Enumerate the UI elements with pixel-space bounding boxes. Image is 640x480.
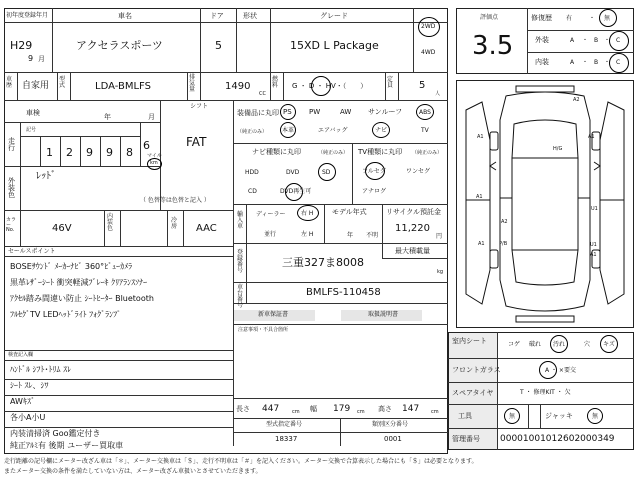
width-cm: cm <box>357 409 365 415</box>
chassis-number: BMLFS-110458 <box>306 287 381 298</box>
capacity-label: 定員 <box>387 76 394 89</box>
color-no-value: 46V <box>52 223 72 234</box>
vehicle-class-label: 車歴 <box>6 76 13 89</box>
import-right-hand: 右 H <box>301 210 314 217</box>
score-value: 3.5 <box>472 31 514 61</box>
fuel-selected-circle <box>311 76 331 96</box>
inspector-line-4: 各小A小U <box>10 413 46 422</box>
car-name-label: 車名 <box>118 12 132 20</box>
sales-point-line-4: ﾌﾙｾｸﾞTV LEDﾍｯﾄﾞﾗｲﾄ ﾌｫｸﾞﾗﾝﾌﾟ <box>10 310 122 319</box>
reg-month-unit: 月 <box>38 55 45 63</box>
displacement-value: 1490 <box>225 81 251 92</box>
reg-plate: 三重327ま8008 <box>282 256 364 269</box>
category-label: 類別区分番号 <box>372 421 409 428</box>
recycle-label: リサイクル預託金 <box>386 208 442 216</box>
mileage-digit-1: 1 <box>46 146 53 159</box>
tv-oneseg: ワンセグ <box>406 168 431 175</box>
shift-label: シフト <box>190 103 209 110</box>
seat-hole: 穴 <box>584 341 591 348</box>
nav-cd: CD <box>248 188 257 195</box>
import-dealer: ディーラー <box>256 211 286 218</box>
import-label: 輸入車 <box>237 211 244 230</box>
equip-airbag: エアバッグ <box>318 127 348 134</box>
inspector-line-2: ｼｰﾄ ｽﾚ、ｼﾜ <box>10 381 49 390</box>
seat-stain: 汚れ <box>553 341 566 348</box>
equip-sunroof: サンルーフ <box>368 108 403 116</box>
mileage-digit-3: 9 <box>86 146 93 159</box>
tv-type-title: TV種類に丸印 <box>358 148 403 156</box>
damage-mark-4: H/G <box>553 146 563 152</box>
management-label: 管理番号 <box>452 435 480 443</box>
seat-burn: コゲ <box>508 341 521 348</box>
model-year-label: モデル年式 <box>332 208 367 216</box>
equip-tv: TV <box>421 127 429 134</box>
jack-label: ジャッキ <box>545 412 573 420</box>
inspection-year-unit: 年 <box>104 113 111 121</box>
new-car-warranty: 新車保証書 <box>258 311 289 318</box>
chassis-label: 車台番号 <box>237 284 244 309</box>
model-year-unit: 年 <box>347 232 354 239</box>
interior-seat-label: 室内シート <box>452 337 487 345</box>
equip-ps: PS <box>283 108 292 116</box>
int-grade-b: B <box>594 59 599 66</box>
reg-month: 9 <box>28 54 34 63</box>
exterior-color-label: 外装色 <box>8 177 15 199</box>
tv-type-sub: （純正のみ） <box>412 150 443 156</box>
vehicle-use: 自家用 <box>22 81 50 91</box>
sales-point-line-1: BOSEｻｳﾝﾄﾞ ﾒｰｶｰﾅﾋﾞ 360°ﾋﾞｭｰｶﾒﾗ <box>10 262 133 271</box>
equip-pw: PW <box>309 108 321 116</box>
width-value: 179 <box>333 404 351 414</box>
seat-tear: 破れ <box>529 341 542 348</box>
length-value: 447 <box>262 404 280 414</box>
score-label: 評価点 <box>480 14 499 21</box>
reg-number-label: 登録番号 <box>237 249 244 274</box>
door-count: 5 <box>215 39 222 52</box>
nav-type-sub: （純正のみ） <box>318 150 349 156</box>
damage-mark-6: U1 <box>591 206 598 212</box>
height-cm: cm <box>431 409 439 415</box>
ac-label: 冷房 <box>171 217 178 230</box>
jack-value: 無 <box>592 413 599 420</box>
mileage-digit-5: 8 <box>126 146 133 159</box>
sales-point-line-2: 黒革ﾚｻﾞｰｼｰﾄ 衝突軽減ﾌﾞﾚｰｷ ｸﾘｱﾗﾝｽｿﾅｰ <box>10 278 148 287</box>
tools-value: 無 <box>509 413 516 420</box>
drive-2wd: 2WD <box>421 23 436 30</box>
inspector-line-1: ﾊﾝﾄﾞﾙ ｼﾌﾄ･ﾄﾘﾑ ｽﾚ <box>10 365 72 374</box>
footer-note-2: またメーター交換の条件を満たしていない方は、メーター改ざん車扱いとさせていただきます。 <box>4 468 262 475</box>
length-label: 長さ <box>236 405 250 413</box>
car-name: アクセラスポーツ <box>76 39 163 52</box>
cc-unit: CC <box>259 91 266 97</box>
seat-scratch: キズ <box>603 341 615 348</box>
model-year-unknown: 不明 <box>366 232 379 239</box>
length-cm: cm <box>292 409 300 415</box>
nav-hdd: HDD <box>245 169 259 176</box>
sales-point-line-3: ｱｸｾﾙ踏み間違い防止 ｼｰﾄﾋｰﾀｰ Bluetooth <box>10 294 154 303</box>
mileage-digit-2: 2 <box>66 146 73 159</box>
inspector-line-5: 内装清掃済 Goo鑑定付き <box>10 429 101 438</box>
car-damage-diagram <box>456 80 634 328</box>
model-code: LDA-BMLFS <box>95 81 151 92</box>
front-glass-options: A ・ ×要交 <box>545 367 576 374</box>
ext-grade-sep2: ・ <box>604 37 611 44</box>
inspector-label: 検査記入欄 <box>8 352 34 358</box>
ext-grade-sep1: ・ <box>582 37 589 44</box>
equip-navi: ナビ <box>375 127 388 134</box>
fuel-label: 燃料 <box>272 76 279 89</box>
equipment-subtitle: （純正のみ） <box>237 129 268 135</box>
int-grade-c: C <box>616 59 621 66</box>
door-label: ドア <box>210 12 224 20</box>
nav-sd: SD <box>322 169 331 176</box>
inspector-line-6: 純正ｱﾙﾐ有 後期 ユーザー買取車 <box>10 441 124 450</box>
grade-label: グレード <box>320 12 348 20</box>
damage-mark-2: A1 <box>477 134 484 140</box>
exterior-grade-label: 外装 <box>535 36 549 44</box>
equip-aw: AW <box>340 108 352 116</box>
damage-mark-3: A1 <box>588 134 595 140</box>
first-reg-label: 初年度登録年月 <box>6 12 49 19</box>
int-grade-sep2: ・ <box>604 59 611 66</box>
nav-dvd-play: DVD再生可 <box>280 188 312 195</box>
model-label: 型式 <box>59 76 66 89</box>
ext-grade-c: C <box>616 37 621 44</box>
nav-dvd: DVD <box>286 169 300 176</box>
spare-tire-options: T ・ 修理KIT ・ 欠 <box>520 389 571 396</box>
damage-mark-1: A2 <box>573 97 580 103</box>
tools-label: 工具 <box>458 412 472 420</box>
inspection-label: 車検 <box>26 109 40 117</box>
mileage-digit-6: 6 <box>143 139 150 152</box>
sales-point-label: セールスポイント <box>8 248 56 255</box>
max-load-label: 最大積載量 <box>395 247 430 255</box>
mileage-digit-4: 9 <box>106 146 113 159</box>
tv-fullseg: フルセグ <box>362 168 386 175</box>
grade-value: 15XD L Package <box>290 39 379 52</box>
type-designation-label: 型式指定番号 <box>266 421 303 428</box>
tv-analog: アナログ <box>362 188 387 195</box>
exterior-color-value: ﾚｯﾄﾞ <box>36 171 56 182</box>
height-label: 高さ <box>378 405 392 413</box>
front-glass-label: フロントガラス <box>452 366 501 374</box>
damage-mark-9: A1 <box>478 241 485 247</box>
reg-year: H29 <box>10 39 33 52</box>
category-value: 0001 <box>384 435 402 443</box>
repair-none: 無 <box>604 15 611 22</box>
repair-yes: 有 <box>566 15 573 22</box>
mile-label: マイル <box>147 153 162 159</box>
repair-history-label: 修復歴 <box>531 14 552 22</box>
width-label: 幅 <box>310 405 317 413</box>
import-left-hand: 左 H <box>301 231 314 238</box>
equip-leather: 本革 <box>282 127 295 134</box>
ac-value: AAC <box>196 223 217 234</box>
record-label: 記号 <box>26 127 37 133</box>
travel-label: 走行 <box>8 137 15 152</box>
int-grade-sep1: ・ <box>582 59 589 66</box>
ext-grade-b: B <box>594 37 599 44</box>
repair-sep: ・ <box>589 15 596 22</box>
damage-mark-10: U1 <box>590 242 597 248</box>
damage-mark-5: A1 <box>476 194 483 200</box>
inspector-line-3: AWｷｽﾞ <box>10 397 35 406</box>
interior-color-label: 内装色 <box>107 213 114 232</box>
import-parallel: 並行 <box>264 231 277 238</box>
max-load-kg: kg <box>437 269 444 275</box>
interior-grade-label: 内装 <box>535 58 549 66</box>
damage-mark-8: P/B <box>499 241 508 247</box>
int-grade-a: A <box>570 59 575 66</box>
nav-type-title: ナビ種類に丸印 <box>252 148 301 156</box>
color-change-note: （ 色替等は色替と記入 ） <box>140 197 210 204</box>
footer-note-1: 走行距離の記号欄にメーター改ざん車は「＊」、メーター交換車は「＄」、走行不明車は「＃」を記入ください。メーター交換で合算表示した場合にも「＄」は必要となります。 <box>4 458 478 465</box>
drive-4wd: 4WD <box>421 49 436 56</box>
fuel-options: G ・ D ・ HV・（ ） <box>292 82 368 90</box>
capacity-value: 5 <box>419 80 426 91</box>
recycle-yen: 円 <box>436 233 443 240</box>
inspection-month-unit: 月 <box>148 113 155 121</box>
owner-manual: 取扱説明書 <box>368 311 399 318</box>
shape-label: 形状 <box>243 12 257 20</box>
km-label: km <box>150 160 158 166</box>
shift-value: FAT <box>186 135 207 149</box>
spare-tire-label: スペアタイヤ <box>452 389 494 397</box>
recycle-value: 11,220 <box>395 223 430 234</box>
type-designation-value: 18337 <box>275 435 298 443</box>
ext-grade-a: A <box>570 37 575 44</box>
displacement-label: 排気量 <box>189 74 196 93</box>
equip-abs: ABS <box>419 109 431 116</box>
notes-label: 注意事項・不具合箇所 <box>238 327 289 333</box>
damage-mark-7: A2 <box>501 219 508 225</box>
capacity-unit: 人 <box>435 91 441 97</box>
height-value: 147 <box>402 404 420 414</box>
equipment-title: 装備品に丸印 <box>237 109 279 117</box>
management-number: 000010010126020003​49 <box>500 434 615 444</box>
color-no-label: カラーNo. <box>6 217 17 233</box>
damage-mark-11: A1 <box>590 252 597 258</box>
